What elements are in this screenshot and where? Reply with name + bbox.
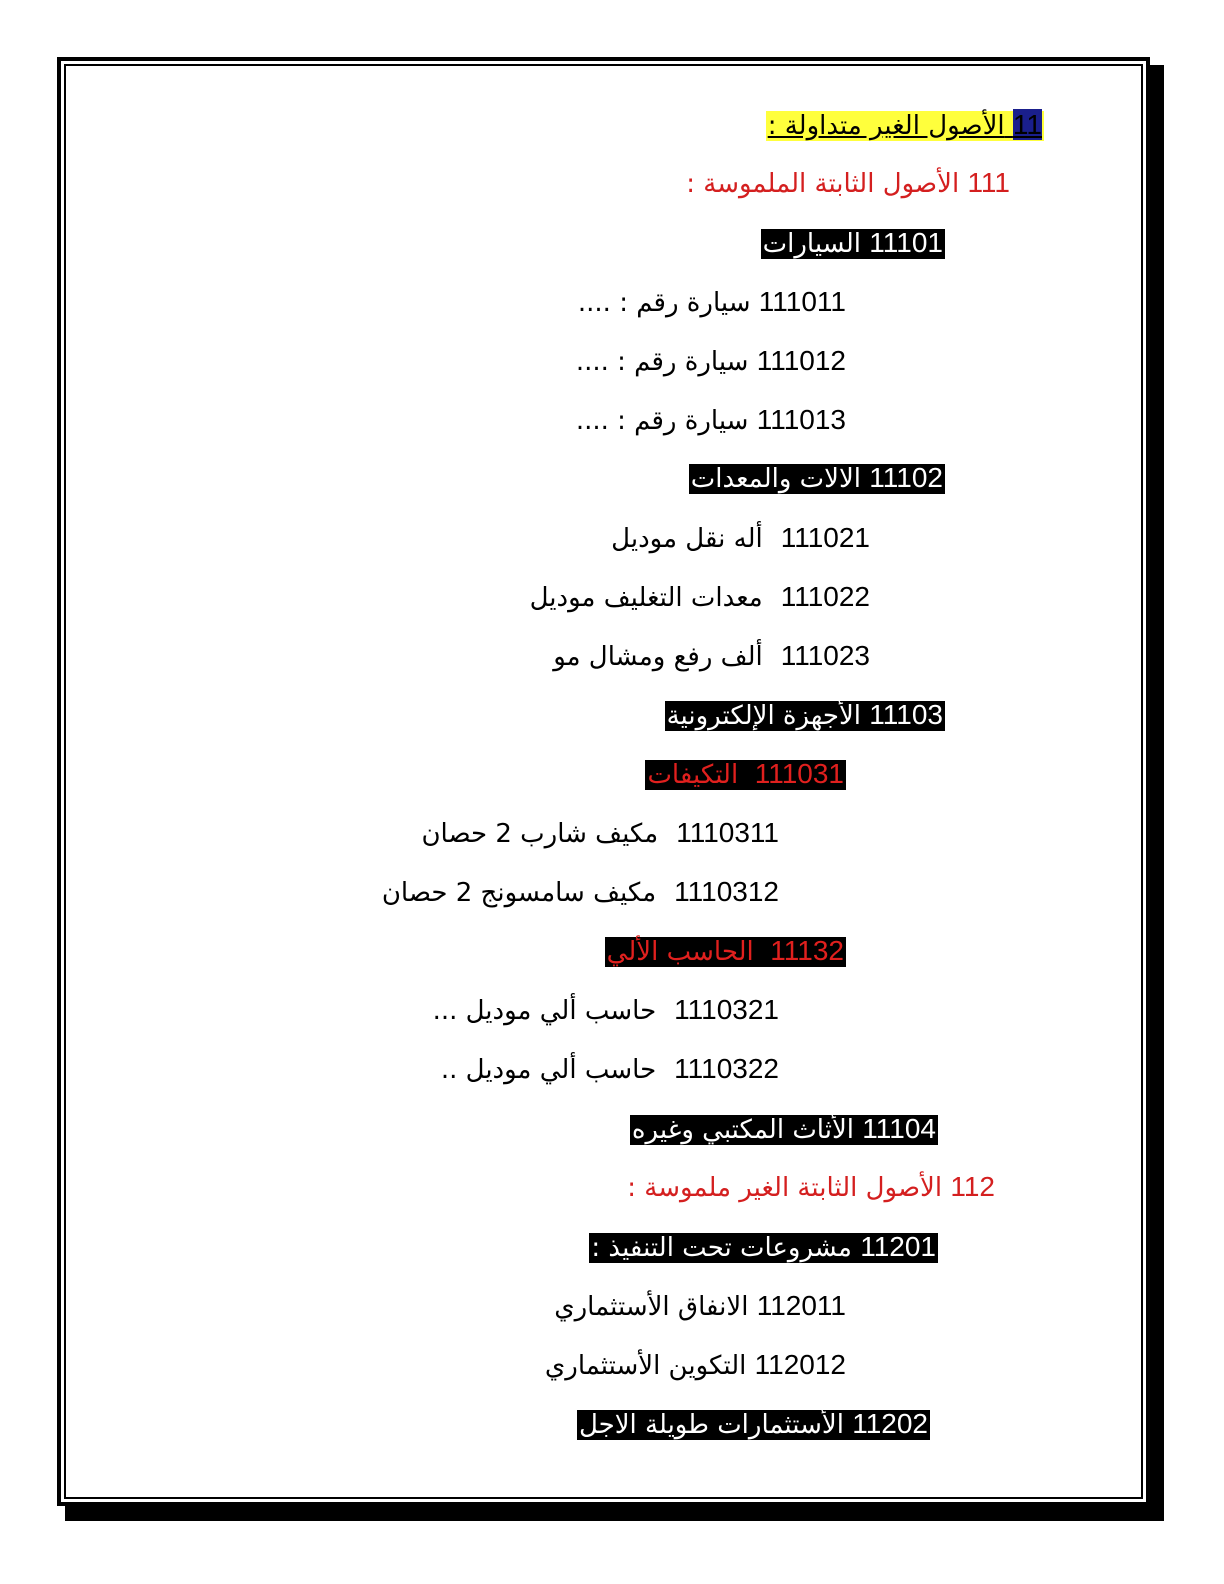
account-code: 11202 (852, 1408, 928, 1439)
category-row (761, 226, 945, 261)
account-label: مكيف سامسونج 2 حصان (381, 878, 657, 908)
account-code: 11104 (862, 1113, 936, 1144)
account-code: 1110312 (674, 876, 779, 907)
account-code: 111023 (780, 640, 870, 671)
account-label: مشروعات تحت التنفيذ : (591, 1233, 852, 1263)
account-code: 112 (950, 1171, 995, 1202)
account-row (545, 1348, 846, 1383)
account-label: التكيفات (647, 760, 739, 790)
category-row (630, 1112, 938, 1147)
account-code: 11201 (860, 1231, 936, 1262)
category-row (577, 1407, 930, 1442)
account-code: 111 (967, 167, 1010, 198)
account-label: الانفاق الأستثماري (554, 1292, 749, 1322)
account-label: الأصول الثابتة الملموسة : (686, 169, 960, 199)
category-row (689, 461, 945, 496)
category-row (665, 698, 945, 733)
account-row (578, 285, 846, 320)
account-label: الأصول الثابتة الغير ملموسة : (627, 1173, 943, 1203)
section-heading (766, 108, 1044, 143)
heading-text (766, 111, 1044, 141)
account-label: التكوين الأستثماري (544, 1351, 747, 1381)
subcategory-row (645, 757, 846, 792)
account-code: 111012 (756, 345, 846, 376)
account-label: الأثاث المكتبي وغيره (631, 1115, 855, 1145)
account-row (441, 1052, 779, 1087)
account-label: حاسب ألي موديل ... (432, 996, 657, 1026)
account-label: مكيف شارب 2 حصان (421, 819, 659, 849)
group-row (627, 1170, 995, 1205)
account-label: السيارات (762, 229, 862, 259)
page-border-inner (64, 64, 1143, 1499)
group-row (686, 166, 1010, 201)
account-code: 11103 (869, 699, 943, 730)
account-code: 112012 (754, 1349, 846, 1380)
account-label: الحاسب الألي (606, 937, 754, 967)
heading-code: 11 (1012, 109, 1042, 140)
account-row (433, 993, 779, 1028)
account-code: 11102 (869, 462, 943, 493)
account-label: ألف رفع ومشال مو (553, 642, 763, 672)
category-row (589, 1230, 938, 1265)
account-label: أله نقل موديل (611, 524, 763, 554)
account-row (421, 816, 779, 851)
subcategory-row (605, 934, 846, 969)
account-label: سيارة رقم : .... (575, 406, 749, 436)
account-label: سيارة رقم : .... (575, 347, 749, 377)
account-row (576, 403, 846, 438)
account-row (554, 1289, 846, 1324)
account-code: 111031 (754, 758, 844, 789)
account-label: سيارة رقم : .... (577, 288, 751, 318)
account-row (576, 344, 846, 379)
account-code: 111011 (758, 286, 846, 317)
account-code: 111022 (780, 581, 870, 612)
account-row (553, 639, 870, 674)
account-label: حاسب ألي موديل .. (440, 1055, 657, 1085)
account-code: 111021 (780, 522, 870, 553)
account-code: 11101 (869, 227, 943, 258)
frame-shadow-right (1150, 65, 1164, 1521)
account-row (611, 521, 870, 556)
account-row (530, 580, 870, 615)
account-code: 11132 (770, 935, 844, 966)
account-label: الالات والمعدات (690, 464, 862, 494)
account-row (382, 875, 779, 910)
account-code: 1110322 (674, 1053, 779, 1084)
account-code: 1110321 (674, 994, 779, 1025)
account-label: الأستثمارات طويلة الاجل (578, 1410, 844, 1440)
account-label: الأجهزة الإلكترونية (666, 701, 862, 731)
account-code: 1110311 (676, 817, 779, 848)
frame-shadow-bottom (65, 1506, 1164, 1521)
account-code: 112011 (756, 1290, 846, 1321)
account-label: معدات التغليف موديل (529, 583, 763, 613)
heading-label: الأصول الغير متداولة : (767, 111, 1005, 141)
account-code: 111013 (756, 404, 846, 435)
